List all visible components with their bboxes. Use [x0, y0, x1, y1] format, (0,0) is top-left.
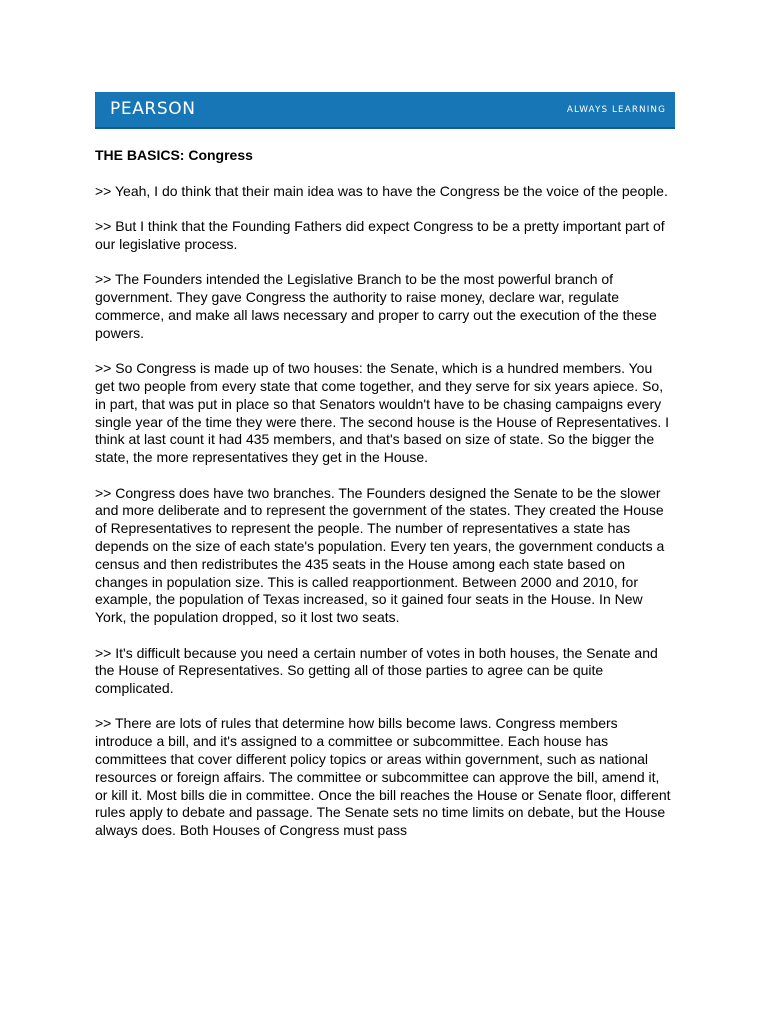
paragraph-how-bills-become-laws: >> There are lots of rules that determine how bills become laws. Congress members introduce a bill, and it's assigned to a committee or subcommittee. Each house has committees that cover different policy topics or areas within government, such as national resources or foreign affairs. The committee or subcommittee can approve the bill, amend it, or kill it. Most bills die in committee. Once the bill reaches the House or Senate floor, different rules apply to debate and passage. The Senate sets no time limits on debate, but the House always does. Both Houses of Congress must pass: [95, 715, 671, 839]
paragraph-founding-fathers: >> But I think that the Founding Fathers did expect Congress to be a pretty important part of our legislative process.: [95, 218, 665, 252]
paragraph-voice-of-people: >> Yeah, I do think that their main idea was to have the Congress be the voice of the people.: [95, 182, 668, 199]
paragraph-reapportionment: >> Congress does have two branches. The Founders designed the Senate to be the slower and more deliberate and to represent the government of the states. They created the House of Representatives to represent the people. The number of representatives a state has depends on the size of each state's population. Every ten years, the government conducts a census and then redistributes the 435 seats in the House among each state based on changes in population size. This is called reapportionment. Between 2000 and 2010, for example, the population of Texas increased, so it gained four seats in the House. In New York, the population dropped, so it lost two seats.: [95, 484, 665, 626]
document-body: [95, 147, 675, 858]
paragraph-votes-both-houses: >> It's difficult because you need a certain number of votes in both houses, the Senate and the House of Representatives. So getting all of those parties to agree can be quite complicated.: [95, 644, 658, 697]
brand-logo: PEARSON: [110, 99, 196, 119]
paragraph-legislative-branch: >> The Founders intended the Legislative Branch to be the most powerful branch of government. They gave Congress the authority to raise money, declare war, regulate commerce, and make all laws necessary and proper to carry out the execution of the these powers.: [95, 271, 657, 341]
document-title: THE BASICS: Congress: [95, 147, 253, 163]
paragraph-two-houses: >> So Congress is made up of two houses: the Senate, which is a hundred members. You get two people from every state that come together, and they serve for six years apiece. So, in part, that was put in place so that Senators wouldn't have to be chasing campaigns every single year of the time they were there. The second house is the House of Representatives. I think at last count it had 435 members, and that's based on size of state. So the bigger the state, the more representatives they get in the House.: [95, 360, 670, 466]
pearson-banner: [95, 92, 675, 129]
brand-tagline: ALWAYS LEARNING: [566, 105, 666, 115]
